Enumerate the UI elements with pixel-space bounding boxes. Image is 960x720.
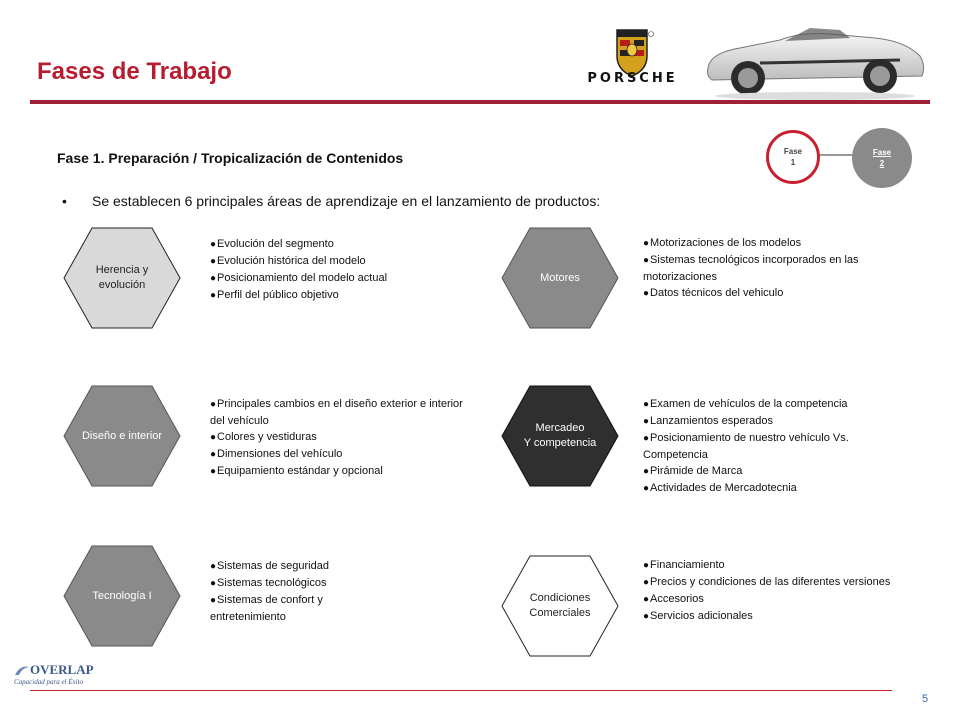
- area-hexagon-mercadeo: [500, 384, 620, 488]
- list-item: ●Colores y vestiduras: [210, 431, 317, 443]
- area-items-herencia: [210, 236, 410, 304]
- brand-wordmark: PORSCHE: [587, 71, 678, 86]
- area-items-tecnologia: [210, 558, 360, 625]
- area-items-mercadeo: [643, 396, 903, 497]
- phase-1-number: 1: [790, 158, 796, 167]
- list-item: ●Principales cambios en el diseño exterior e interior del vehículo: [210, 398, 463, 427]
- area-items-motores: [643, 235, 903, 302]
- area-hexagon-condiciones: [500, 554, 620, 658]
- section-subtitle: Fase 1. Preparación / Tropicalización de Contenidos: [57, 150, 404, 166]
- list-item: ●Actividades de Mercadotecnia: [643, 482, 797, 494]
- phase-1-indicator[interactable]: [766, 130, 820, 184]
- overlap-logo: [14, 662, 114, 688]
- page-number: 5: [922, 693, 929, 705]
- list-item: ●Precios y condiciones de las diferentes versiones: [643, 576, 891, 588]
- list-item: ●Equipamiento estándar y opcional: [210, 465, 383, 477]
- area-label-line: Motores: [540, 271, 580, 284]
- list-item: ●Accesorios: [643, 593, 704, 605]
- list-item: ●Sistemas de seguridad: [210, 560, 329, 572]
- list-item: ●Servicios adicionales: [643, 610, 753, 622]
- list-item: ●Perfil del público objetivo: [210, 289, 339, 301]
- list-item: ●Posicionamiento de nuestro vehículo Vs. Competencia: [643, 432, 849, 461]
- list-item: ●Evolución del segmento: [210, 238, 334, 250]
- area-label-line: Condiciones: [529, 592, 591, 604]
- list-item: ●Posicionamiento del modelo actual: [210, 272, 388, 284]
- intro-text: Se establecen 6 principales áreas de aprendizaje en el lanzamiento de productos:: [92, 193, 601, 209]
- area-label-line: Comerciales: [529, 607, 591, 619]
- phase-2-label: Fase: [872, 148, 892, 157]
- area-label-line: Diseño e interior: [81, 429, 163, 442]
- list-item: ●Lanzamientos esperados: [643, 415, 773, 427]
- list-item: ●Sistemas tecnológicos: [210, 577, 327, 589]
- area-hexagon-diseno: [62, 384, 182, 488]
- area-hexagon-herencia: [62, 226, 182, 330]
- list-item: ●Examen de vehículos de la competencia: [643, 398, 848, 410]
- area-label-line: Herencia y: [95, 264, 149, 276]
- area-hexagon-motores: [500, 226, 620, 330]
- list-item: ●Evolución histórica del modelo: [210, 255, 366, 267]
- area-items-diseno: [210, 396, 465, 480]
- list-item: ●Datos técnicos del vehiculo: [643, 287, 784, 299]
- company-name: OVERLAP: [30, 662, 94, 677]
- area-hexagon-tecnologia: [62, 544, 182, 648]
- footer-rule: [30, 690, 892, 691]
- list-item: ●Financiamiento: [643, 559, 725, 571]
- list-item: ●Dimensiones del vehículo: [210, 448, 343, 460]
- porsche-logo: [580, 28, 685, 88]
- overlap-swoosh-icon: [14, 663, 30, 677]
- area-label-line: Mercadeo: [535, 422, 585, 434]
- company-tagline: Capacidad para el Éxito: [14, 678, 84, 686]
- car-image: [700, 8, 930, 103]
- phase-2-number: 2: [879, 159, 885, 168]
- list-item: ●Pirámide de Marca: [643, 465, 743, 477]
- area-label-line: evolución: [98, 279, 146, 291]
- list-item: ●Motorizaciones de los modelos: [643, 237, 802, 249]
- area-label-line: Tecnología I: [92, 589, 152, 602]
- area-items-condiciones: [643, 557, 933, 625]
- page-title: Fases de Trabajo: [37, 58, 232, 85]
- phase-1-label: Fase: [783, 147, 803, 156]
- phase-connector: [820, 154, 854, 156]
- header-rule: [30, 100, 930, 104]
- phase-2-indicator[interactable]: [852, 128, 912, 188]
- bullet-dot: •: [62, 193, 67, 209]
- list-item: ●Sistemas de confort y entretenimiento: [210, 594, 323, 623]
- list-item: ●Sistemas tecnológicos incorporados en las motorizaciones: [643, 254, 859, 283]
- area-label-line: Y competencia: [523, 437, 597, 449]
